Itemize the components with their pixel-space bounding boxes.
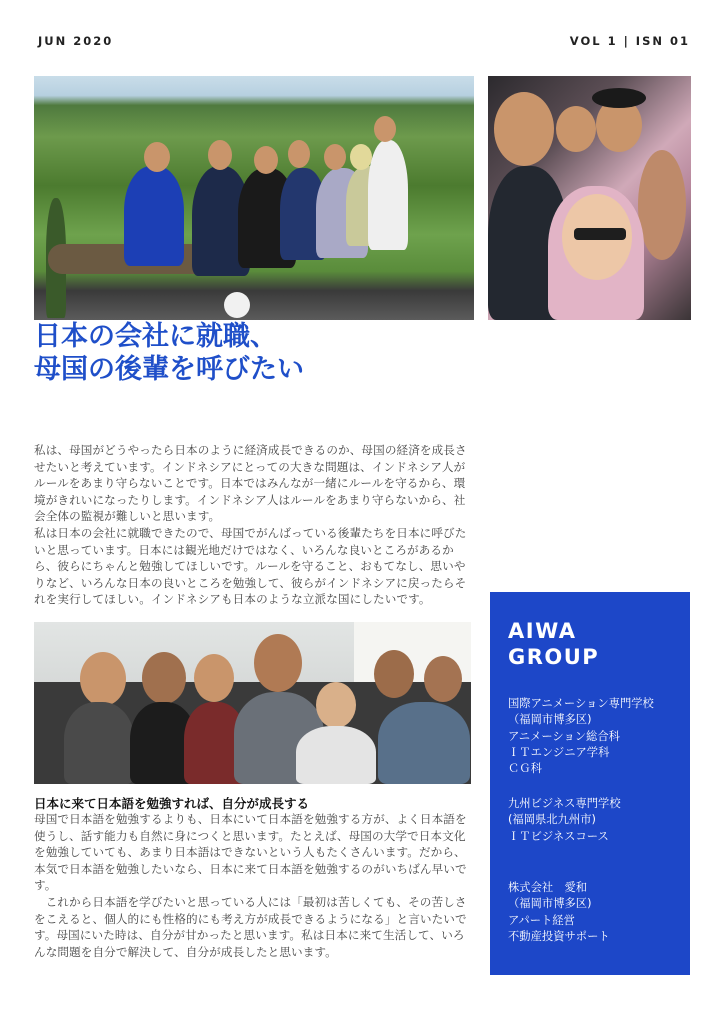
aiwa-group-sidebar xyxy=(490,592,690,975)
company-line: 九州ビジネス専門学校 xyxy=(508,797,621,810)
company-line: 株式会社 愛和 xyxy=(508,881,588,894)
company-line: （福岡市博多区) xyxy=(508,713,592,727)
company-line: ＩＴエンジニア学科 xyxy=(508,745,610,759)
sidebar-title xyxy=(508,618,599,670)
headline-line-2: 母国の後輩を呼びたい xyxy=(34,354,304,385)
issue-date: JUN 2020 xyxy=(38,34,114,48)
company-line: 国際アニメーション専門学校 xyxy=(508,697,654,710)
company-line: ＣＧ科 xyxy=(508,762,542,776)
group-outdoor-photo xyxy=(34,76,474,320)
section-paragraph-1: 母国で日本語を勉強するよりも、日本にいて日本語を勉強する方が、よく日本語を使うし、話す能力も自然に身につくと思います。たとえば、母国の大学で日本文化を勉強していても、あまり日本語はできないという人もたくさんいます。だから、本気で日本語を勉強したいなら、日本に来て日本語を勉強するのがいちばん早いです。 xyxy=(34,812,467,893)
issue-volume: VOL 1 | ISN 01 xyxy=(569,34,690,48)
company-block-business-school xyxy=(508,796,688,845)
sidebar-title-line-2: GROUP xyxy=(508,645,600,669)
section-heading: 日本に来て日本語を勉強すれば、自分が成長する xyxy=(34,796,310,811)
section-body xyxy=(34,811,474,960)
headline xyxy=(34,320,474,386)
intro-paragraph-1: 私は、母国がどうやったら日本のように経済成長できるのか、母国の経済を成長させたいと考えています。インドネシアにとっての大きな問題は、インドネシア人がルールをあまり守らないことです。日本ではみんなが一緒にルールを守るから、環境がきれいになったりします。インドネシア人はルールをあまり守らないから、社会全体の監視が難しいと思います。 xyxy=(34,443,467,524)
company-line: (福岡県北九州市) xyxy=(508,813,596,827)
company-line: アパート経営 xyxy=(508,913,575,927)
company-line: アニメーション総合科 xyxy=(508,729,620,743)
intro-text xyxy=(34,442,474,608)
company-line: ＩＴビジネスコース xyxy=(508,829,609,843)
sidebar-title-line-1: AIWA xyxy=(508,619,577,643)
company-block-aiwa-corp xyxy=(508,880,688,945)
selfie-photo xyxy=(488,76,691,320)
headline-line-1: 日本の会社に就職、 xyxy=(34,321,277,352)
company-line: （福岡市博多区) xyxy=(508,897,592,911)
company-block-animation-school xyxy=(508,696,688,777)
classroom-group-photo xyxy=(34,622,471,784)
company-line: 不動産投資サポート xyxy=(508,929,610,943)
intro-paragraph-2: 私は日本の会社に就職できたので、母国でがんばっている後輩たちを日本に呼びたいと思っています。日本には観光地だけではなく、いろんな良いところがあるから、彼らにちゃんと勉強してほしいです。ルールを守ること、おもてなし、思いやりなど、いろんな日本の良いところを勉強して、彼らがインドネシアに戻ったらそれを実行してほしい。インドネシアも日本のような立派な国にしたいです。 xyxy=(34,525,467,607)
section-paragraph-2: これから日本語を学びたいと思っている人には「最初は苦しくても、その苦しさをこえると、個人的にも性格的にも考え方が成長できるようになる」と言いたいです。母国にいた時は、自分が甘かったと思います。私は日本に来て生活して、いろんな問題を自分で解決して、自分が成長したと思います。 xyxy=(34,894,467,959)
